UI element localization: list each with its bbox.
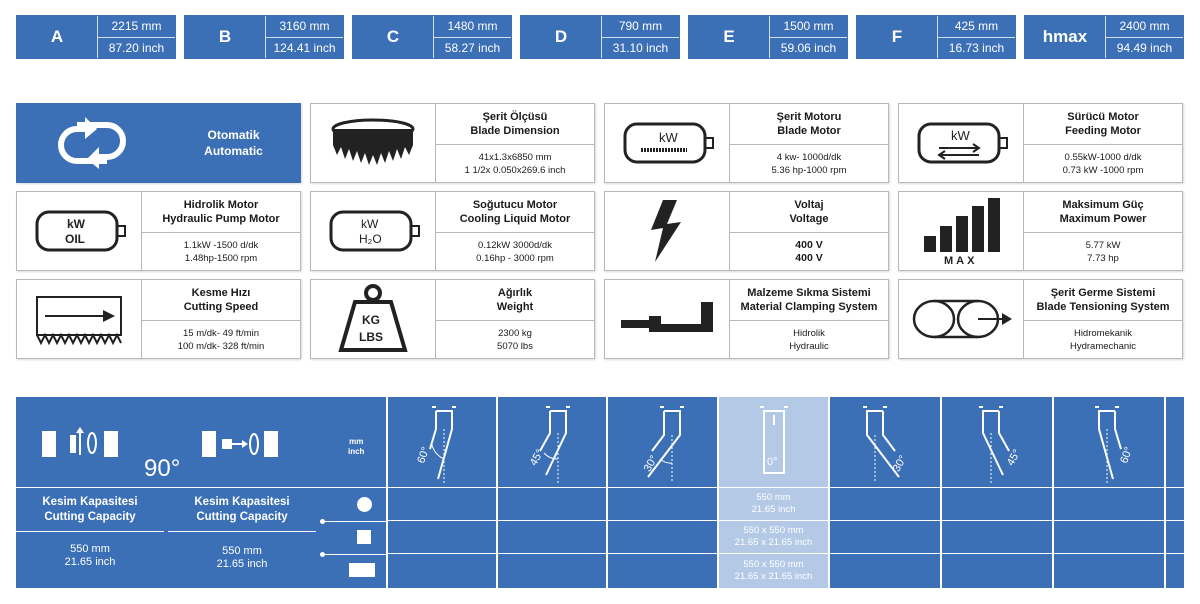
capacity-left-values bbox=[16, 543, 164, 569]
square-stock-icon bbox=[357, 530, 371, 544]
dimension-letter: A bbox=[50, 27, 64, 46]
dimension-hmax bbox=[1024, 15, 1184, 59]
weight-title-en: Weight bbox=[496, 301, 534, 314]
coolant-icon-label-2: H₂O bbox=[359, 232, 382, 246]
blade-dimension-title-tr: Şerit Ölçüsü bbox=[482, 111, 548, 124]
power-bars-icon bbox=[899, 192, 1024, 270]
weight-icon bbox=[311, 280, 436, 358]
cutting-speed-title-tr: Kesme Hızı bbox=[191, 287, 251, 300]
rect-stock-icon bbox=[349, 563, 375, 577]
cutting-capacity-table bbox=[16, 397, 1184, 588]
angle-cell-right-60 bbox=[1054, 397, 1164, 487]
zero-rect-mm: 550 x 550 mm bbox=[743, 559, 804, 570]
dimension-inch: 58.27 inch bbox=[444, 40, 501, 55]
tensioning-card bbox=[898, 279, 1183, 359]
units-mm-label: mm bbox=[349, 437, 364, 446]
weight-card bbox=[310, 279, 595, 359]
voltage-card bbox=[604, 191, 889, 271]
hydraulic-icon-label-2: OIL bbox=[65, 232, 85, 246]
hydraulic-motor-card bbox=[16, 191, 301, 271]
feeding-motor-icon bbox=[899, 104, 1024, 182]
zero-round-mm: 550 mm bbox=[756, 492, 791, 503]
dimension-letter: B bbox=[218, 27, 232, 46]
clamp-icon bbox=[605, 280, 730, 358]
cooling-motor-title-tr: Soğutucu Motor bbox=[472, 199, 558, 212]
dimension-c bbox=[352, 15, 512, 59]
feeding-motor-title-en: Feeding Motor bbox=[1065, 125, 1141, 138]
voltage-title-en: Voltage bbox=[789, 213, 829, 226]
cutting-speed-title-en: Cutting Speed bbox=[183, 301, 259, 314]
blade-motor-title-tr: Şerit Motoru bbox=[776, 111, 842, 124]
capacity-right-inch: 21.65 inch bbox=[216, 558, 268, 570]
dimension-inch: 87.20 inch bbox=[108, 40, 165, 55]
angle-cell-zero bbox=[719, 397, 828, 487]
capacity-left-title-en: Cutting Capacity bbox=[44, 511, 136, 523]
blade-dimension-card bbox=[310, 103, 595, 183]
tensioning-title-tr: Şerit Germe Sistemi bbox=[1050, 287, 1156, 300]
dimension-inch: 124.41 inch bbox=[273, 40, 336, 55]
zero-rect-value bbox=[719, 554, 828, 588]
cycle-arrows-icon bbox=[17, 113, 167, 173]
feeding-motor-icon-label: kW bbox=[951, 128, 970, 143]
capacity-right-title-tr: Kesim Kapasitesi bbox=[194, 496, 290, 508]
dimension-f bbox=[856, 15, 1016, 59]
zero-rect-inch: 21.65 x 21.65 inch bbox=[734, 571, 813, 582]
angle-label: 45° bbox=[1004, 447, 1024, 468]
max-power-title-tr: Maksimum Güç bbox=[1062, 199, 1144, 212]
blade-dimension-value-2: 1 1/2x 0.050x269.6 inch bbox=[464, 164, 566, 176]
feeding-motor-value-2: 0.73 kW -1000 rpm bbox=[1062, 164, 1144, 176]
blade-dimension-title-en: Blade Dimension bbox=[470, 125, 560, 138]
cutting-speed-value-1: 15 m/dk- 49 ft/min bbox=[182, 327, 260, 339]
angle-cell-right-45 bbox=[942, 397, 1052, 487]
max-power-value-2: 7.73 hp bbox=[1087, 252, 1119, 264]
units-label bbox=[348, 437, 364, 457]
dimension-inch: 59.06 inch bbox=[780, 40, 837, 55]
capacity-left-mm: 550 mm bbox=[70, 543, 110, 555]
cooling-motor-value-1: 0.12kW 3000d/dk bbox=[478, 239, 552, 251]
hydraulic-icon-label-1: kW bbox=[67, 217, 85, 231]
angle-columns bbox=[386, 397, 1184, 588]
weight-icon-label-1: KG bbox=[362, 313, 380, 327]
angle-cell-left-60 bbox=[388, 397, 496, 487]
spec-grid bbox=[16, 103, 1188, 359]
dimension-d bbox=[520, 15, 680, 59]
clamping-value-1: Hidrolik bbox=[793, 327, 825, 339]
angle-cell-left-30 bbox=[608, 397, 716, 487]
weight-icon-label-2: LBS bbox=[359, 330, 383, 344]
tensioning-title-en: Blade Tensioning System bbox=[1036, 301, 1170, 314]
clamping-title-en: Material Clamping System bbox=[740, 301, 878, 314]
dimension-mm: 1500 mm bbox=[770, 16, 847, 38]
voltage-title-tr: Voltaj bbox=[794, 199, 824, 212]
max-power-value-1: 5.77 kW bbox=[1085, 239, 1121, 251]
capacity-right-title-en: Cutting Capacity bbox=[196, 511, 288, 523]
capacity-right-values bbox=[168, 545, 316, 571]
zero-square-value bbox=[719, 521, 828, 553]
lightning-icon bbox=[605, 192, 730, 270]
voltage-value-1: 400 V bbox=[795, 238, 823, 251]
dimension-inch: 16.73 inch bbox=[948, 40, 1005, 55]
zero-square-inch: 21.65 x 21.65 inch bbox=[734, 537, 813, 548]
angle-label: 30° bbox=[641, 453, 661, 474]
hydraulic-motor-value-2: 1.48hp-1500 rpm bbox=[184, 252, 258, 264]
tensioning-value-2: Hydramechanic bbox=[1070, 340, 1136, 352]
blade-motor-title-en: Blade Motor bbox=[777, 125, 841, 138]
capacity-right-title bbox=[168, 495, 316, 525]
motor-icon bbox=[605, 104, 730, 182]
clamping-card bbox=[604, 279, 889, 359]
feeding-motor-value-1: 0.55kW-1000 d/dk bbox=[1064, 151, 1142, 163]
clamping-value-2: Hydraulic bbox=[789, 340, 829, 352]
hydraulic-motor-title-en: Hydraulic Pump Motor bbox=[162, 213, 280, 226]
dimension-letter: F bbox=[891, 27, 903, 46]
feeding-motor-title-tr: Sürücü Motor bbox=[1067, 111, 1139, 124]
vise-vertical-icon bbox=[40, 425, 120, 459]
capacity-left-inch: 21.65 inch bbox=[64, 556, 116, 568]
automatic-label-tr: Otomatik bbox=[207, 128, 260, 142]
feeding-motor-card bbox=[898, 103, 1183, 183]
angle-label: 60° bbox=[415, 445, 433, 466]
tensioning-value-1: Hidromekanik bbox=[1073, 327, 1133, 339]
voltage-value-2: 400 V bbox=[795, 251, 823, 264]
cutting-speed-icon bbox=[17, 280, 142, 358]
weight-value-2: 5070 lbs bbox=[497, 340, 533, 352]
weight-title-tr: Ağırlık bbox=[497, 287, 533, 300]
dimension-mm: 3160 mm bbox=[266, 16, 343, 38]
dimension-letter: hmax bbox=[1042, 27, 1088, 46]
vise-horizontal-icon bbox=[200, 425, 280, 459]
dimension-mm: 790 mm bbox=[602, 16, 679, 38]
cutting-capacity-left bbox=[16, 397, 386, 588]
units-inch-label: inch bbox=[348, 447, 365, 456]
dimension-inch: 94.49 inch bbox=[1116, 40, 1173, 55]
zero-square-mm: 550 x 550 mm bbox=[743, 525, 804, 536]
cooling-motor-title-en: Cooling Liquid Motor bbox=[459, 213, 571, 226]
coolant-motor-icon bbox=[311, 192, 436, 270]
coolant-icon-label-1: kW bbox=[361, 217, 379, 231]
dimension-mm: 1480 mm bbox=[434, 16, 511, 38]
zero-round-inch: 21.65 inch bbox=[751, 504, 796, 515]
tension-wheels-icon bbox=[899, 280, 1024, 358]
cooling-motor-value-2: 0.16hp - 3000 rpm bbox=[476, 252, 554, 264]
cutting-speed-card bbox=[16, 279, 301, 359]
max-power-title-en: Maximum Power bbox=[1059, 213, 1147, 226]
dimension-inch: 31.10 inch bbox=[612, 40, 669, 55]
saw-blade-icon bbox=[311, 104, 436, 182]
hydraulic-motor-icon bbox=[17, 192, 142, 270]
capacity-right-mm: 550 mm bbox=[222, 545, 262, 557]
angle-cell-left-45 bbox=[498, 397, 606, 487]
dimension-b bbox=[184, 15, 344, 59]
automatic-label-en: Automatic bbox=[204, 144, 263, 158]
weight-value-1: 2300 kg bbox=[498, 327, 532, 339]
dimension-mm: 425 mm bbox=[938, 16, 1015, 38]
angle-cell-right-30 bbox=[830, 397, 940, 487]
clamping-title-tr: Malzeme Sıkma Sistemi bbox=[747, 287, 871, 300]
dimension-mm: 2215 mm bbox=[98, 16, 175, 38]
angle-label: 0° bbox=[766, 456, 778, 468]
dimension-e bbox=[688, 15, 848, 59]
hydraulic-motor-title-tr: Hidrolik Motor bbox=[183, 199, 259, 212]
angle-90-label: 90° bbox=[144, 455, 181, 482]
motor-icon-label: kW bbox=[659, 130, 678, 145]
angle-label: 45° bbox=[527, 447, 547, 468]
dimension-letter: C bbox=[386, 27, 400, 46]
max-power-card bbox=[898, 191, 1183, 271]
dimension-mm: 2400 mm bbox=[1106, 16, 1183, 38]
capacity-left-title-tr: Kesim Kapasitesi bbox=[42, 496, 138, 508]
power-bars-label: MAX bbox=[944, 255, 978, 266]
dimension-letter: D bbox=[554, 27, 568, 46]
hydraulic-motor-value-1: 1.1kW -1500 d/dk bbox=[183, 239, 259, 251]
round-stock-icon bbox=[357, 497, 372, 512]
dimension-a bbox=[16, 15, 176, 59]
blade-motor-value-2: 5.36 hp-1000 rpm bbox=[771, 164, 847, 176]
angle-label: 60° bbox=[1118, 445, 1136, 466]
zero-round-value bbox=[719, 488, 828, 520]
cutting-speed-value-2: 100 m/dk- 328 ft/min bbox=[177, 340, 265, 352]
dimension-letter: E bbox=[723, 27, 735, 46]
dimensions-row bbox=[16, 15, 1184, 59]
cooling-motor-card bbox=[310, 191, 595, 271]
automatic-card bbox=[16, 103, 301, 183]
blade-motor-card bbox=[604, 103, 889, 183]
blade-motor-value-1: 4 kw- 1000d/dk bbox=[776, 151, 842, 163]
angle-label: 30° bbox=[890, 453, 910, 474]
blade-dimension-value-1: 41x1.3x6850 mm bbox=[478, 151, 552, 163]
capacity-left-title bbox=[16, 495, 164, 525]
